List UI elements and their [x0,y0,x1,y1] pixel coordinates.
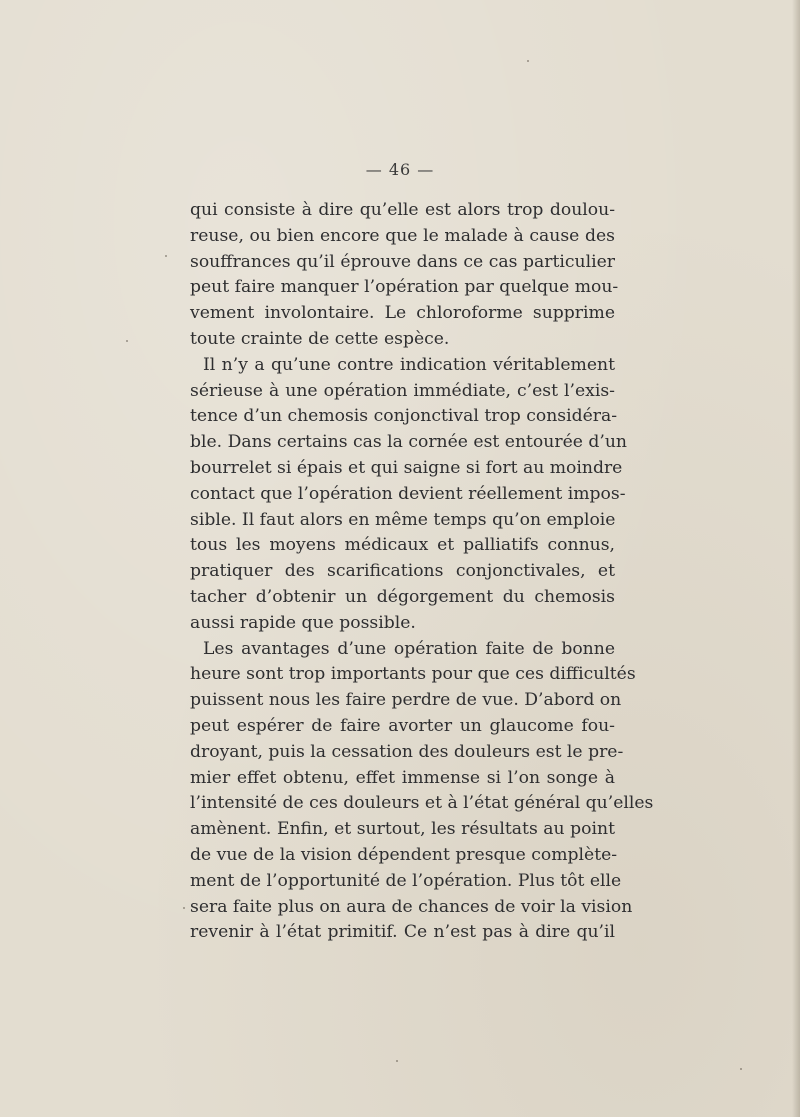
text-line: reuse, ou bien encore que le malade à cause des [190,225,615,246]
text-line: aussi rapide que possible. [190,612,416,633]
text-line: contact que l’opération devient réellement impos- [190,483,626,504]
text-line: puissent nous les faire perdre de vue. D’abord on [190,690,622,711]
text-line: de vue de la vision dépendent presque complète- [190,844,618,865]
text-line: l’intensité de ces douleurs et à l’état général qu’elles [190,793,654,814]
text-line: mier effet obtenu, effet immense si l’on songe à [190,767,615,788]
paper-speck [183,907,185,909]
text-line: souffrances qu’il éprouve dans ce cas particulier [190,251,615,272]
text-line: sérieuse à une opération immédiate, c’est l’exis- [190,380,615,401]
paper-speck [126,340,128,342]
text-line: qui consiste à dire qu’elle est alors trop doulou- [190,200,615,220]
text-line: amènent. Enfin, et surtout, les résultats au point [190,819,615,840]
text-line: ble. Dans certains cas la cornée est entourée d’un [190,432,627,453]
paper-speck [396,1060,398,1062]
text-line: heure sont trop importants pour que ces difficultés [190,664,636,685]
text-line: tence d’un chemosis conjonctival trop considéra- [190,406,618,427]
text-line: tacher d’obtenir un dégorgement du chemosis [190,586,615,607]
text-line: peut espérer de faire avorter un glaucome fou- [190,715,615,736]
text-line: sera faite plus on aura de chances de voir la vision [190,896,633,917]
paper-speck [740,1068,742,1070]
page-number: — 46 — [365,160,435,179]
text-line: pratiquer des scarifications conjonctivales, et [190,561,615,582]
text-line: sible. Il faut alors en même temps qu’on emploie [190,509,616,530]
paper-speck [527,60,529,62]
paper-speck [165,255,167,257]
text-line: bourrelet si épais et qui saigne si fort au moindre [190,457,623,478]
body-text [190,198,654,946]
text-line: tous les moyens médicaux et palliatifs connus, [190,535,615,556]
text-line: Il n’y a qu’une contre indication véritablement [203,354,615,375]
text-line: revenir à l’état primitif. Ce n’est pas à dire qu’il [190,922,615,943]
text-line: Les avantages d’une opération faite de bonne [203,638,615,659]
text-line: toute crainte de cette espèce. [190,328,450,349]
text-line: droyant, puis la cessation des douleurs est le pre- [190,741,624,762]
text-line: vement involontaire. Le chloroforme supprime [190,303,615,324]
text-line: peut faire manquer l’opération par quelque mou- [190,277,619,298]
text-line: ment de l’opportunité de l’opération. Plus tôt elle [190,870,622,891]
